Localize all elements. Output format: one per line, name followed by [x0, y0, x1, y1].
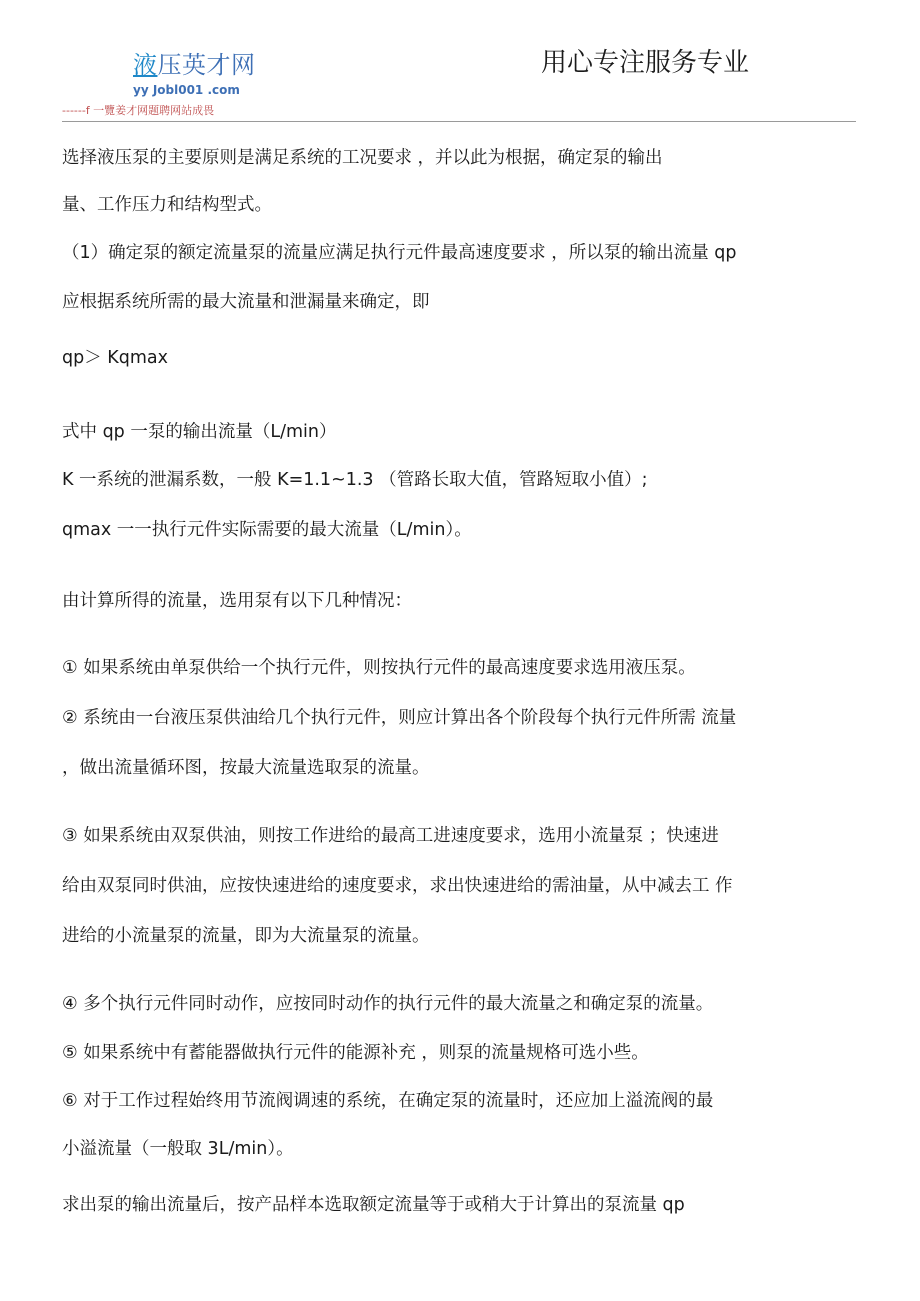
logo-text: 压英才网: [157, 51, 256, 79]
site-logo: [133, 50, 256, 80]
list-item: ② 系统由一台液压泵供油给几个执行元件，则应计算出各个阶段每个执行元件所需 流量: [62, 708, 737, 728]
header-slogan: 用心专注服务专业: [541, 48, 750, 78]
body-line: 选择液压泵的主要原则是满足系统的工况要求 ，并以此为根据，确定泵的输出: [62, 148, 663, 168]
body-line: （1）确定泵的额定流量泵的流量应满足执行元件最高速度要求 ，所以泵的输出流量 qp: [62, 243, 737, 263]
formula-line: qp＞ Kqmax: [62, 348, 168, 368]
list-item: ③ 如果系统由双泵供油，则按工作进给的最高工进速度要求，选用小流量泵 ；快速进: [62, 826, 719, 846]
list-item: ⑤ 如果系统中有蓄能器做执行元件的能源补充 ，则泵的流量规格可选小些。: [62, 1043, 649, 1063]
body-line: 量、工作压力和结构型式。: [62, 195, 272, 215]
body-line: 式中 qp 一泵的输出流量（L/min）: [62, 422, 337, 442]
list-item: ⑥ 对于工作过程始终用节流阀调速的系统，在确定泵的流量时，还应加上溢流阀的最: [62, 1091, 714, 1111]
list-item-continuation: 小溢流量（一般取 3L/min）。: [62, 1139, 294, 1159]
page-header: [0, 0, 920, 130]
body-line: 由计算所得的流量，选用泵有以下几种情况：: [62, 591, 412, 611]
body-line: 求出泵的输出流量后，按产品样本选取额定流量等于或稍大于计算出的泵流量 qp: [62, 1195, 685, 1215]
logo-tagline: ------f 一覽姜才网题聘网站成畏: [62, 104, 215, 117]
list-item-continuation: ，做出流量循环图，按最大流量选取泵的流量。: [62, 758, 430, 778]
body-line: 应根据系统所需的最大流量和泄漏量来确定，即: [62, 292, 430, 312]
list-item: ④ 多个执行元件同时动作，应按同时动作的执行元件的最大流量之和确定泵的流量。: [62, 994, 714, 1014]
logo-site-url: yy Jobl001 .com: [133, 83, 240, 97]
list-item-continuation: 进给的小流量泵的流量，即为大流量泵的流量。: [62, 926, 430, 946]
logo-accent-char: 液: [133, 51, 158, 79]
list-item: ① 如果系统由单泵供给一个执行元件，则按执行元件的最高速度要求选用液压泵。: [62, 658, 696, 678]
header-divider: [62, 121, 856, 122]
body-line: K 一系统的泄漏系数，一般 K=1.1~1.3 （管路长取大值，管路短取小值）;: [62, 470, 648, 490]
list-item-continuation: 给由双泵同时供油，应按快速进给的速度要求，求出快速进给的需油量，从中减去工 作: [62, 876, 733, 896]
body-line: qmax 一一执行元件实际需要的最大流量（L/min）。: [62, 520, 472, 540]
